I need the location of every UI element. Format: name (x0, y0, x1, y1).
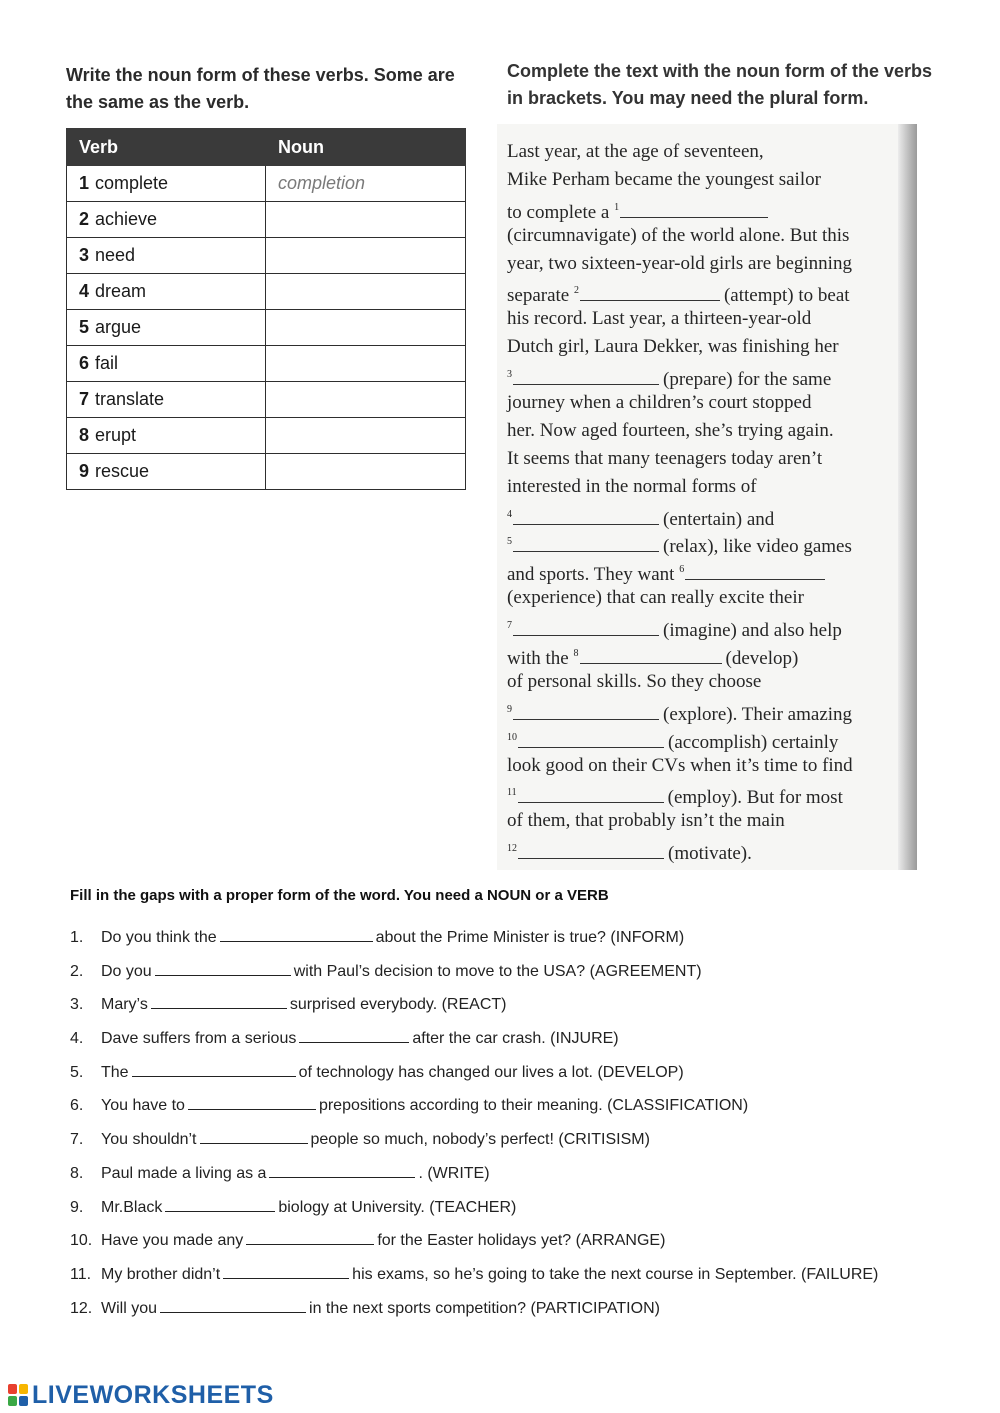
noun-answer-cell[interactable] (266, 202, 466, 238)
gap-6-input[interactable] (685, 561, 825, 580)
reading-passage (507, 138, 907, 863)
verb-cell (67, 202, 266, 238)
answer-blank[interactable] (269, 1161, 415, 1178)
gap-number: 1 (614, 201, 620, 213)
item-text: Mary’s (101, 996, 148, 1014)
gap-number: 7 (507, 620, 512, 632)
item-number: 7. (70, 1131, 84, 1149)
passage-line: It seems that many teenagers today aren’t (507, 447, 823, 469)
list-item (70, 1060, 950, 1094)
passage-line (507, 501, 907, 529)
passage-line: journey when a children’s court stopped (507, 392, 812, 414)
noun-column-header: Noun (266, 129, 466, 166)
table-row (67, 274, 466, 310)
left-instructions: Write the noun form of these verbs. Some are the same as the verb. (66, 65, 455, 112)
table-row (67, 166, 466, 202)
item-number: 12. (70, 1299, 93, 1317)
verb-text: complete (95, 173, 169, 193)
passage-line: (experience) that can really excite their (507, 587, 804, 609)
verb-cell (67, 166, 266, 202)
row-number: 4 (79, 281, 90, 301)
item-text: his exams, so he’s going to take the next course in September. (FAILURE) (352, 1265, 879, 1283)
noun-answer-cell[interactable] (266, 346, 466, 382)
row-number: 7 (79, 389, 90, 409)
noun-answer-cell[interactable] (266, 418, 466, 454)
noun-answer-cell[interactable] (266, 382, 466, 418)
table-row (67, 382, 466, 418)
liveworksheets-logo (8, 1378, 274, 1412)
passage-text: (relax), like video games (663, 536, 852, 558)
verb-cell (67, 454, 266, 490)
verb-cell (67, 310, 266, 346)
answer-blank[interactable] (200, 1127, 308, 1144)
verb-cell (67, 346, 266, 382)
item-text: My brother didn’t (101, 1265, 221, 1283)
gap-number: 11 (507, 787, 517, 799)
passage-text: and sports. They want (507, 564, 675, 586)
row-number: 9 (79, 461, 90, 481)
passage-line: of them, that probably isn’t the main (507, 810, 785, 832)
gap-number: 3 (507, 369, 512, 381)
verb-text: need (95, 245, 136, 265)
answer-blank[interactable] (165, 1195, 275, 1212)
item-text: Do you think the (101, 929, 217, 946)
gap-number: 4 (507, 508, 512, 520)
answer-blank[interactable] (188, 1093, 316, 1110)
item-number: 4. (70, 1030, 84, 1048)
item-text: The (101, 1063, 129, 1081)
noun-answer-cell[interactable] (266, 238, 466, 274)
gap-11-input[interactable] (518, 784, 664, 803)
verb-text: fail (95, 353, 119, 373)
item-text: Have you made any (101, 1232, 244, 1250)
passage-line (507, 779, 907, 807)
row-number: 6 (79, 353, 90, 373)
row-number: 3 (79, 245, 90, 265)
verb-cell (67, 382, 266, 418)
item-text: for the Easter holidays yet? (ARRANGE) (377, 1232, 666, 1250)
passage-line (507, 612, 907, 640)
passage-line (507, 528, 907, 556)
verb-text: rescue (95, 461, 150, 481)
answer-blank[interactable] (246, 1228, 374, 1245)
passage-line (507, 835, 907, 863)
item-number: 11. (70, 1265, 92, 1283)
list-item (70, 959, 950, 993)
gap-number: 12 (507, 843, 517, 855)
item-text: Paul made a living as a (101, 1164, 267, 1182)
gap-1-input[interactable] (620, 199, 768, 218)
item-text: surprised everybody. (REACT) (289, 996, 507, 1014)
gap-number: 2 (573, 285, 579, 297)
passage-line: his record. Last year, a thirteen-year-old (507, 308, 812, 330)
list-item (70, 1262, 950, 1296)
passage-line: Mike Perham became the youngest sailor (507, 168, 821, 190)
noun-answer-input[interactable] (278, 456, 448, 482)
passage-line (507, 696, 907, 724)
gap-4-input[interactable] (513, 506, 659, 525)
logo-grid-icon (8, 1384, 28, 1406)
item-text: Mr.Black (101, 1198, 163, 1216)
verb-text: achieve (95, 209, 158, 229)
row-number: 1 (79, 173, 90, 193)
list-item (70, 1026, 950, 1060)
noun-answer-input[interactable] (278, 240, 448, 266)
answer-blank[interactable] (160, 1296, 306, 1313)
table-row (67, 310, 466, 346)
gap-number: 5 (507, 536, 512, 548)
verb-noun-table (66, 128, 466, 490)
item-number: 5. (70, 1063, 84, 1081)
gap-exercise-list (70, 925, 950, 1329)
gap-12-input[interactable] (518, 840, 664, 859)
list-item (70, 1228, 950, 1262)
row-number: 5 (79, 317, 90, 337)
answer-blank[interactable] (220, 925, 373, 942)
noun-answer-input[interactable] (278, 384, 448, 410)
item-text: You have to (101, 1097, 185, 1115)
item-text: . (WRITE) (418, 1164, 490, 1182)
passage-text: (develop) (725, 648, 799, 670)
item-text: in the next sports competition? (PARTICIPATION) (309, 1299, 660, 1317)
passage-text: (motivate). (668, 843, 752, 865)
verb-text: translate (95, 389, 165, 409)
item-text: biology at University. (TEACHER) (278, 1198, 517, 1216)
item-text: Do you (101, 962, 152, 980)
table-row (67, 454, 466, 490)
gap-2-input[interactable] (580, 282, 720, 301)
gap-exercise-title: Fill in the gaps with a proper form of the word. You need a NOUN or a VERB (70, 887, 609, 904)
passage-line: of personal skills. So they choose (507, 670, 762, 692)
passage-line (507, 277, 907, 305)
verb-text: dream (95, 281, 147, 301)
passage-line: (circumnavigate) of the world alone. But this (507, 224, 850, 246)
item-number: 2. (70, 962, 84, 980)
noun-answer-input[interactable] (278, 348, 448, 374)
passage-line: look good on their CVs when it’s time to find (507, 754, 853, 776)
verb-cell (67, 418, 266, 454)
table-row (67, 238, 466, 274)
noun-cell (266, 166, 466, 202)
item-number: 1. (70, 929, 84, 946)
table-header-row (67, 129, 466, 166)
noun-answer-cell[interactable] (266, 454, 466, 490)
passage-line: Dutch girl, Laura Dekker, was finishing her (507, 336, 839, 358)
gap-number: 6 (679, 564, 685, 576)
passage-line: her. Now aged fourteen, she’s trying again. (507, 419, 834, 441)
item-text: Dave suffers from a serious (101, 1030, 297, 1048)
table-row (67, 418, 466, 454)
gap-3-input[interactable] (513, 366, 659, 385)
gap-number: 9 (507, 703, 512, 715)
gap-number: 8 (573, 648, 579, 660)
item-text: people so much, nobody’s perfect! (CRITISISM) (310, 1131, 650, 1149)
answer-blank[interactable] (155, 959, 291, 976)
list-item (70, 1127, 950, 1161)
item-text: You shouldn’t (101, 1131, 197, 1149)
item-text: after the car crash. (INJURE) (412, 1030, 619, 1048)
verb-cell (67, 274, 266, 310)
gap-7-input[interactable] (513, 617, 659, 636)
noun-answer-input[interactable] (278, 276, 448, 302)
gap-9-input[interactable] (513, 701, 659, 720)
passage-text: with the (507, 648, 569, 670)
noun-answer-input[interactable] (278, 312, 448, 338)
right-instructions: Complete the text with the noun form of the verbs in brackets. You may need the plural form. (507, 61, 933, 108)
gap-10-input[interactable] (518, 729, 664, 748)
list-item (70, 1161, 950, 1195)
noun-answer-cell[interactable] (266, 310, 466, 346)
item-number: 3. (70, 996, 84, 1014)
item-text: Will you (101, 1299, 158, 1317)
table-row (67, 346, 466, 382)
row-number: 2 (79, 209, 90, 229)
verb-cell (67, 238, 266, 274)
gap-5-input[interactable] (513, 533, 659, 552)
verb-column-header: Verb (67, 129, 266, 166)
passage-text: (entertain) and (663, 508, 775, 530)
passage-text: (prepare) for the same (663, 369, 832, 391)
list-item (70, 1195, 950, 1229)
noun-answer-input[interactable] (278, 420, 448, 446)
list-item (70, 992, 950, 1026)
item-number: 8. (70, 1164, 84, 1182)
noun-answer-cell[interactable] (266, 274, 466, 310)
item-number: 10. (70, 1232, 93, 1250)
list-item (70, 1093, 950, 1127)
verb-text: argue (95, 317, 142, 337)
answer-blank[interactable] (299, 1026, 409, 1043)
table-row (67, 202, 466, 238)
passage-line: interested in the normal forms of (507, 475, 757, 497)
list-item (70, 925, 950, 959)
passage-line (507, 361, 907, 389)
verb-text: erupt (95, 425, 137, 445)
passage-text: (explore). Their amazing (663, 703, 853, 725)
passage-text: (accomplish) certainly (668, 731, 839, 753)
passage-text: (employ). But for most (667, 787, 843, 809)
item-number: 6. (70, 1097, 84, 1115)
item-text: of technology has changed our lives a lot. (DEVELOP) (298, 1063, 684, 1081)
answer-blank[interactable] (132, 1060, 296, 1077)
item-text: about the Prime Minister is true? (INFORM) (375, 929, 685, 946)
logo-text: LIVEWORKSHEETS (32, 1380, 274, 1409)
passage-line (507, 194, 907, 222)
passage-line (507, 640, 907, 668)
item-text: with Paul’s decision to move to the USA? (AGREEMENT) (293, 962, 702, 980)
passage-line (507, 724, 907, 752)
item-text: prepositions according to their meaning. (CLASSIFICATION) (318, 1097, 749, 1115)
passage-text: separate (507, 285, 570, 307)
passage-text: (imagine) and also help (663, 620, 842, 642)
passage-text: (attempt) to beat (723, 285, 850, 307)
list-item (70, 1296, 950, 1330)
passage-line (507, 556, 907, 584)
answer-blank[interactable] (151, 992, 287, 1009)
gap-number: 10 (507, 731, 517, 743)
item-number: 9. (70, 1198, 84, 1216)
passage-line: Last year, at the age of seventeen, (507, 141, 764, 162)
passage-text: to complete a (507, 201, 610, 223)
passage-line: year, two sixteen-year-old girls are beginning (507, 252, 852, 274)
row-number: 8 (79, 425, 90, 445)
example-answer: completion (278, 173, 366, 193)
noun-answer-input[interactable] (278, 204, 448, 230)
answer-blank[interactable] (223, 1262, 349, 1279)
gap-8-input[interactable] (580, 645, 722, 664)
